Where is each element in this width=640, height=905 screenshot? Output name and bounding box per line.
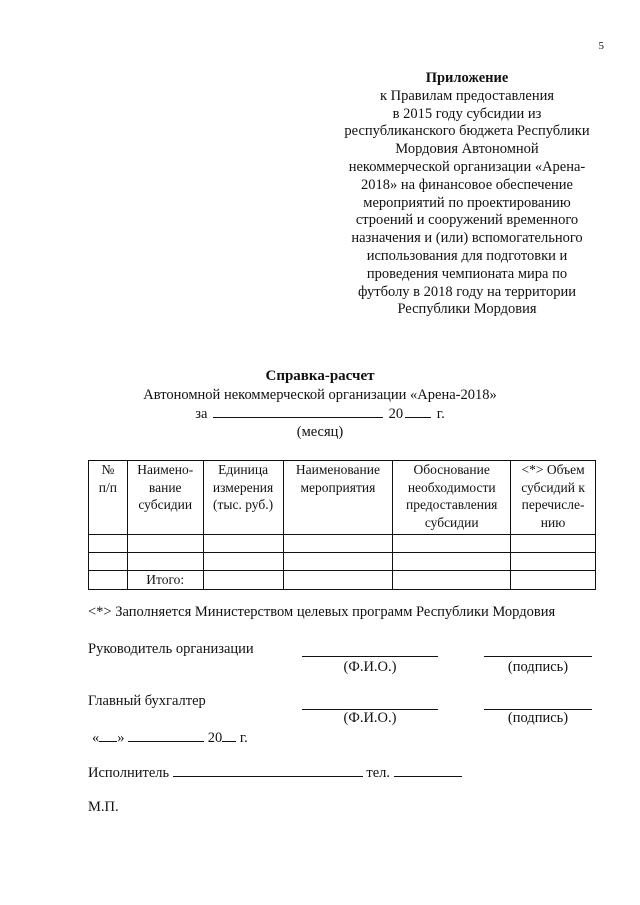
table-cell — [127, 535, 203, 553]
month-blank — [213, 405, 383, 418]
date-close-quote: » — [117, 730, 125, 746]
head-signature-line — [484, 656, 592, 657]
column-header: <*> Объем субсидий к перечисле- нию — [511, 461, 596, 535]
stamp-label: М.П. — [88, 799, 119, 815]
appendix-line: проведения чемпионата мира по — [366, 265, 568, 282]
page-number: 5 — [598, 40, 604, 52]
form-title: Справка-расчет — [265, 368, 375, 384]
appendix-line: мероприятий по проектированию — [363, 194, 571, 211]
period-prefix: за — [195, 406, 208, 422]
appendix-line: республиканского бюджета Республики — [344, 123, 590, 140]
table-cell — [283, 535, 393, 553]
head-fio-caption: (Ф.И.О.) — [343, 659, 397, 675]
year-blank — [405, 405, 431, 418]
accountant-signature-caption: (подпись) — [507, 710, 569, 726]
table-cell — [203, 553, 283, 571]
executor-label: Исполнитель — [88, 765, 170, 781]
appendix-line: Мордовия Автономной — [395, 141, 539, 158]
table-cell — [511, 553, 596, 571]
executor-blank — [173, 764, 363, 777]
table-cell — [283, 571, 393, 590]
column-header: Наименование мероприятия — [283, 461, 393, 535]
column-header: № п/п — [89, 461, 128, 535]
date-year: 20 — [207, 730, 223, 746]
year-blank — [222, 729, 236, 742]
form-period-line — [0, 405, 640, 423]
total-row — [89, 571, 596, 590]
month-blank — [128, 729, 204, 742]
subsidy-table — [88, 460, 596, 590]
appendix-line: футболу в 2018 году на территории — [358, 283, 576, 300]
head-label: Руководитель организации — [88, 641, 254, 657]
total-label: Итого: — [127, 571, 203, 590]
table-cell — [393, 571, 511, 590]
appendix-line: в 2015 году субсидии из — [392, 105, 542, 122]
date-suffix: г. — [239, 730, 248, 746]
table-cell — [203, 535, 283, 553]
appendix-line: Республики Мордовия — [397, 301, 537, 318]
day-blank — [99, 729, 117, 742]
column-header: Единица измерения (тыс. руб.) — [203, 461, 283, 535]
column-header: Обоснование необходимости предоставления субсидии — [393, 461, 511, 535]
table-cell — [89, 571, 128, 590]
date-line — [92, 729, 248, 747]
table-cell — [89, 553, 128, 571]
executor-line — [88, 764, 462, 782]
table-cell — [393, 535, 511, 553]
column-header: Наимено- вание субсидии — [127, 461, 203, 535]
appendix-heading: Приложение — [425, 70, 509, 86]
appendix-line: строений и сооружений временного — [355, 212, 579, 229]
form-organization: Автономной некоммерческой организации «Арена-2018» — [143, 387, 497, 403]
footnote: <*> Заполняется Министерством целевых программ Республики Мордовия — [88, 604, 556, 620]
appendix-line: некоммерческой организации «Арена- — [348, 158, 586, 175]
appendix-block — [330, 70, 604, 319]
table-cell — [511, 535, 596, 553]
date-open-quote: « — [92, 730, 100, 746]
appendix-line: назначения и (или) вспомогательного — [351, 230, 583, 247]
head-fio-line — [302, 656, 438, 657]
table-header-row — [89, 461, 596, 535]
period-year: 20 — [388, 406, 404, 422]
table-cell — [127, 553, 203, 571]
table-cell — [89, 535, 128, 553]
phone-blank — [394, 764, 462, 777]
appendix-line: 2018» на финансовое обеспечение — [361, 176, 573, 193]
accountant-fio-caption: (Ф.И.О.) — [343, 710, 397, 726]
table-cell — [283, 553, 393, 571]
table-cell — [511, 571, 596, 590]
appendix-line: к Правилам предоставления — [379, 87, 555, 104]
head-signature-caption: (подпись) — [507, 659, 569, 675]
table-cell — [393, 553, 511, 571]
accountant-label: Главный бухгалтер — [88, 693, 206, 709]
month-caption: (месяц) — [296, 424, 344, 440]
appendix-line: использования для подготовки и — [366, 247, 568, 264]
table-row — [89, 535, 596, 553]
period-suffix: г. — [436, 406, 445, 422]
table-cell — [203, 571, 283, 590]
table-row — [89, 553, 596, 571]
phone-label: тел. — [366, 765, 390, 781]
